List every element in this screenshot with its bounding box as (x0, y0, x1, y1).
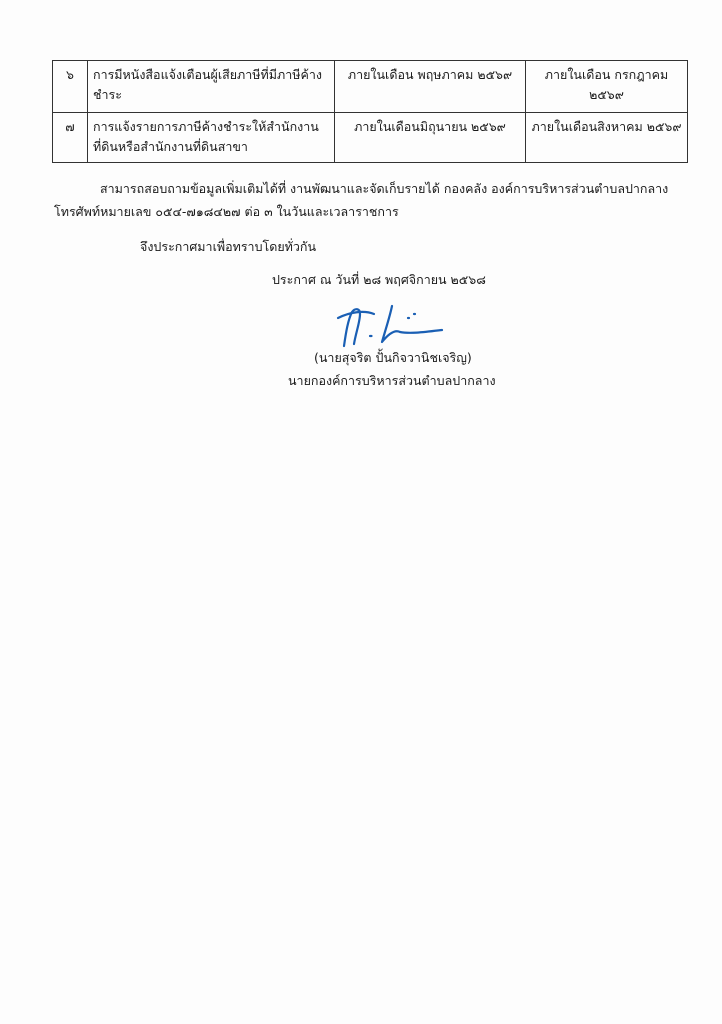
start-period: ภายในเดือน พฤษภาคม ๒๕๖๙ (335, 61, 526, 113)
contact-line-1: สามารถสอบถามข้อมูลเพิ่มเติมได้ที่ งานพัฒนาและจัดเก็บรายได้ กองคลัง องค์การบริหารส่วนตำบลปากลาง (100, 181, 669, 196)
signature-icon (330, 302, 450, 352)
contact-line-2: โทรศัพท์หมายเลข ๐๕๔-๗๑๘๔๒๗ ต่อ ๓ ในวันและเวลาราชการ (54, 204, 399, 219)
signature-stroke (338, 312, 374, 318)
announcement: จึงประกาศมาเพื่อทราบโดยทั่วกัน (140, 239, 317, 254)
task-description: การแจ้งรายการภาษีค้างชำระให้สำนักงานที่ดินหรือสำนักงานที่ดินสาขา (88, 113, 335, 163)
schedule-table (52, 60, 688, 163)
table-row (53, 61, 688, 113)
signatory-position: นายกองค์การบริหารส่วนตำบลปากลาง (288, 373, 496, 388)
announcement-date: ประกาศ ณ วันที่ ๒๘ พฤศจิกายน ๒๕๖๘ (272, 272, 486, 287)
task-description: การมีหนังสือแจ้งเตือนผู้เสียภาษีที่มีภาษีค้างชำระ (88, 61, 335, 113)
row-number: ๖ (53, 61, 88, 113)
row-number: ๗ (53, 113, 88, 163)
signature-stroke (382, 306, 442, 342)
end-period: ภายในเดือน กรกฎาคม ๒๕๖๙ (526, 61, 688, 113)
start-period: ภายในเดือนมิถุนายน ๒๕๖๙ (335, 113, 526, 163)
table-row (53, 113, 688, 163)
signatory-name: (นายสุจริต ปั้นกิจวานิชเจริญ) (314, 350, 472, 365)
signature-stroke (408, 314, 415, 318)
end-period: ภายในเดือนสิงหาคม ๒๕๖๙ (526, 113, 688, 163)
